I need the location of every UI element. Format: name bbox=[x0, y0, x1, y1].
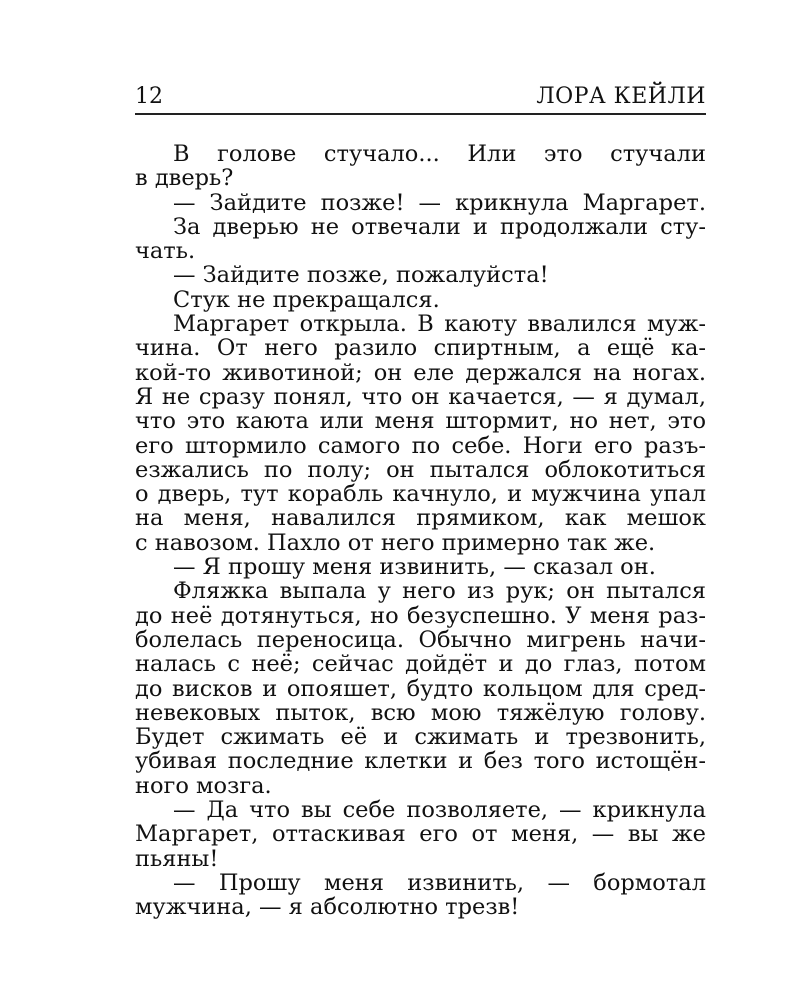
text-line: в дверь? bbox=[135, 165, 234, 192]
text-line: болелась переносица. Обычно мигрень начи- bbox=[135, 626, 706, 653]
text-line: с навозом. Пахло от него примерно так же. bbox=[135, 529, 656, 556]
text-line: невековых пыток, всю мою тяжёлую голову. bbox=[135, 699, 706, 726]
text-line: мужчина, — я абсолютно трезв! bbox=[135, 894, 520, 921]
running-head-author: ЛОРА КЕЙЛИ bbox=[536, 84, 706, 109]
text-line: Стук не прекращался. bbox=[173, 286, 440, 313]
text-line: езжались по полу; он пытался облокотиться bbox=[135, 456, 706, 483]
text-line: ного мозга. bbox=[135, 772, 272, 799]
running-header bbox=[135, 83, 706, 115]
text-line: пьяны! bbox=[135, 845, 219, 872]
text-line: — Зайдите позже! — крикнула Маргарет. bbox=[173, 189, 706, 216]
text-line: Я не сразу понял, что он качается, — я думал, bbox=[135, 383, 706, 410]
text-line: налась с неё; сейчас дойдёт и до глаз, потом bbox=[135, 651, 706, 678]
text-line: до неё дотянуться, но безуспешно. У меня раз- bbox=[135, 602, 706, 629]
body-text bbox=[135, 142, 706, 920]
text-line: Будет сжимать её и сжимать и трезвонить, bbox=[135, 724, 706, 751]
page-number: 12 bbox=[135, 84, 163, 109]
text-line: За дверью не отвечали и продолжали сту- bbox=[173, 213, 706, 240]
text-line: Маргарет открыла. В каюту ввалился муж- bbox=[173, 311, 706, 338]
text-line: Маргарет, оттаскивая его от меня, — вы же bbox=[135, 821, 706, 848]
text-line: до висков и опояшет, будто кольцом для сред- bbox=[135, 675, 706, 702]
text-line: на меня, навалился прямиком, как мешок bbox=[135, 505, 706, 532]
text-line: убивая последние клетки и без того истощён- bbox=[135, 748, 706, 775]
text-line: чина. От него разило спиртным, а ещё ка- bbox=[135, 335, 706, 362]
text-line: чать. bbox=[135, 238, 196, 265]
text-line: что это каюта или меня штормит, но нет, это bbox=[135, 408, 706, 435]
text-line: — Прошу меня извинить, — бормотал bbox=[173, 869, 706, 896]
text-line: — Я прошу меня извинить, — сказал он. bbox=[173, 554, 656, 581]
text-line: В голове стучало... Или это стучали bbox=[173, 141, 706, 167]
text-line: о дверь, тут корабль качнуло, и мужчина упал bbox=[135, 481, 706, 508]
text-line: — Да что вы себе позволяете, — крикнула bbox=[173, 797, 706, 824]
text-line: его штормило самого по себе. Ноги его разъ- bbox=[135, 432, 706, 459]
text-line: — Зайдите позже, пожалуйста! bbox=[173, 262, 549, 289]
text-line: кой-то животиной; он еле держался на ногах. bbox=[135, 359, 706, 386]
text-line: Фляжка выпала у него из рук; он пытался bbox=[173, 578, 706, 605]
